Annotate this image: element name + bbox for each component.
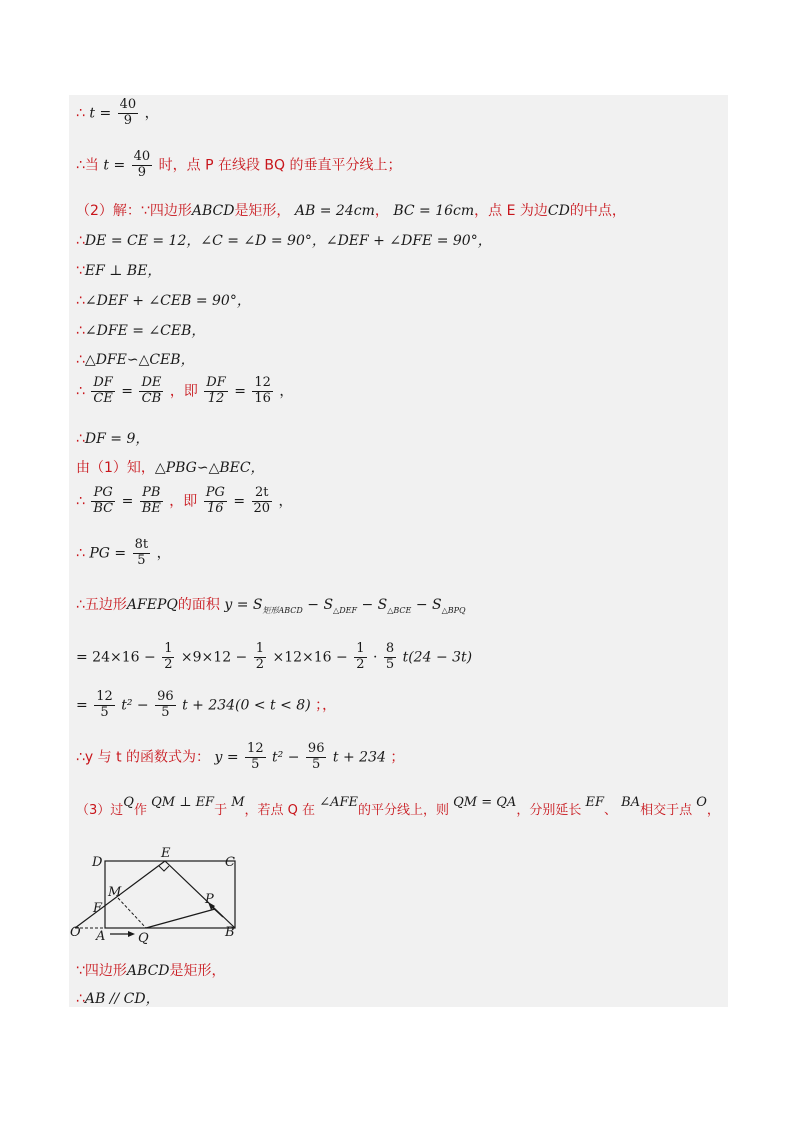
label-q: Q xyxy=(138,931,149,946)
fraction: $\frac{40}{9}$ xyxy=(119,97,137,128)
expr: t = xyxy=(89,105,112,122)
label-c: C xyxy=(225,855,235,870)
line-similar-1: ∴△DFE∽△CEB， xyxy=(76,352,195,368)
label-d: D xyxy=(92,855,103,870)
line-de-ce: ∴DE = CE = 12，∠C = ∠D = 90°，∠DEF + ∠DFE = 90°， xyxy=(76,233,492,249)
arrow-aq-head xyxy=(128,931,135,937)
rectangle-abcd xyxy=(105,861,235,928)
line-df: ∴DF = 9， xyxy=(76,431,150,447)
label-f: F xyxy=(93,901,103,916)
line-t-value: ∴ t = $\frac{40}{9}$ ， xyxy=(76,97,159,128)
segment-qp xyxy=(146,909,215,928)
line-ef-perp-be: ∵EF ⊥ BE， xyxy=(76,263,162,279)
line-conclusion-1: ∴当 t = $\frac{40}{9}$ 时，点 P 在线段 BQ 的垂直平分线上； xyxy=(76,149,402,180)
label-a: A xyxy=(96,929,106,944)
label-e: E xyxy=(161,846,171,861)
line-from-part1: 由（1）知，△PBG∽△BEC， xyxy=(76,460,265,476)
label-p: P xyxy=(205,892,214,907)
label-o: O xyxy=(70,925,81,940)
line-area-result: = $\frac{12}{5}$ t² − $\frac{96}{5}$ t + 234(0 < t < 8) ；， xyxy=(76,689,337,720)
line-parallel: ∴AB // CD， xyxy=(76,991,160,1007)
label-m: M xyxy=(108,885,122,900)
line-area-def: ∴五边形AFEPQ的面积 $y = S_{矩形ABCD} - S_{\triangle DEF} - S_{\triangle BCE} - S_{\triangle BPQ}$ xyxy=(76,597,466,615)
line-pg: ∴ PG = $\frac{8t}{5}$ ， xyxy=(76,537,171,568)
line-part2-intro: （2）解：∵四边形ABCD是矩形， AB = 24cm， BC = 16cm，点 E 为边CD的中点， xyxy=(76,203,626,219)
line-ratio-2: ∴ $\frac{PG}{BC}$ = $\frac{PB}{BE}$ ，即 $\frac{PG}{16}$ = $\frac{2t}{20}$ ， xyxy=(76,485,293,516)
therefore-symbol: ∴ xyxy=(76,105,85,122)
line-angle-sum: ∴∠DEF + ∠CEB = 90°， xyxy=(76,293,251,309)
label-b: B xyxy=(225,925,235,940)
geometry-figure xyxy=(70,846,250,946)
line-part3-intro: （3）过Q作 QM ⊥ EF于 M，若点 Q 在 ∠AFE的平分线上，则 QM = QA，分别延长 EF、 BA相交于点 O， xyxy=(76,795,720,818)
line-angle-eq: ∴∠DFE = ∠CEB， xyxy=(76,323,206,339)
line-rectangle: ∵四边形ABCD是矩形， xyxy=(76,963,226,979)
line-ratio-1: ∴ $\frac{DF}{CE}$ = $\frac{DE}{CB}$ ，即 $\frac{DF}{12}$ = $\frac{12}{16}$ ， xyxy=(76,375,294,406)
segment-mq-dashed xyxy=(118,898,146,928)
segment-eb xyxy=(165,861,235,928)
line-function: ∴y 与 t 的函数式为： y = $\frac{12}{5}$ t² − $\frac{96}{5}$ t + 234 ； xyxy=(76,741,405,772)
fraction: $\frac{40}{9}$ xyxy=(133,149,151,180)
line-area-calc: = 24×16 − $\frac{1}{2}$ ×9×12 − $\frac{1}{2}$ ×12×16 − $\frac{1}{2}$ · $\frac{8}{5}$ t(24 − 3t) xyxy=(76,641,473,672)
right-angle-mark xyxy=(159,866,169,871)
